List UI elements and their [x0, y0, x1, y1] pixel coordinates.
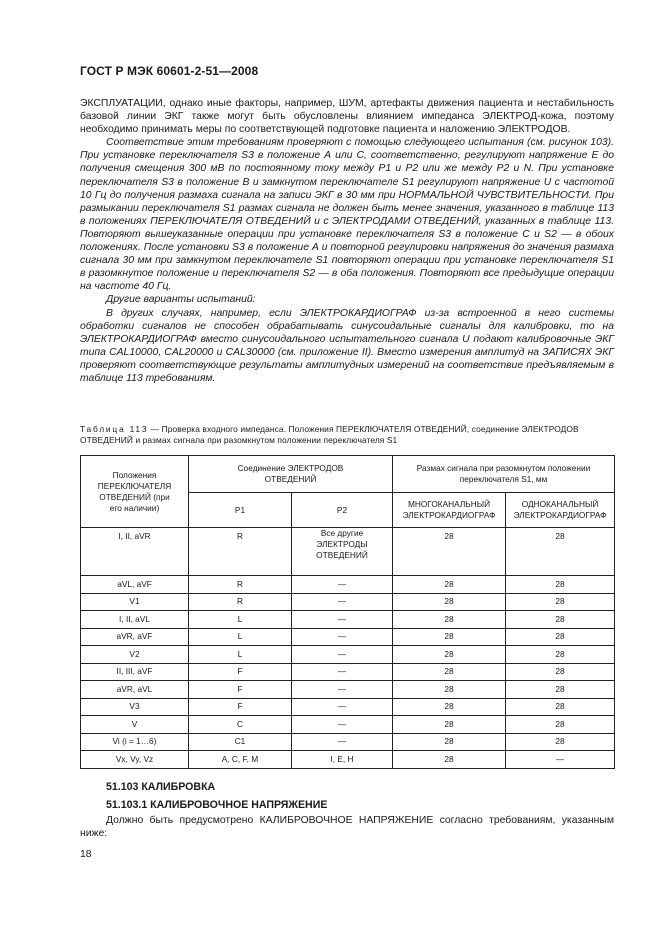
cell-multi: 28: [393, 698, 506, 716]
table-caption-label: Таблица 113: [80, 424, 149, 434]
cell-single: —: [506, 751, 615, 769]
cell-single: 28: [506, 681, 615, 699]
table-row: [81, 733, 615, 751]
cell-multi: 28: [393, 646, 506, 664]
table-row: [81, 611, 615, 629]
cell-p1: F: [189, 698, 292, 716]
cell-switch: aVR, aVF: [81, 628, 189, 646]
cell-switch: V: [81, 716, 189, 734]
cell-p2: —: [292, 611, 393, 629]
cell-p2: —: [292, 646, 393, 664]
cell-p2: Все другие ЭЛЕКТРОДЫ ОТВЕДЕНИЙ: [292, 528, 393, 576]
table-row: [81, 681, 615, 699]
cell-switch: aVR, aVL: [81, 681, 189, 699]
table-row: [81, 576, 615, 594]
cell-single: 28: [506, 528, 615, 576]
cell-p2: —: [292, 716, 393, 734]
table-row: [81, 716, 615, 734]
header-p2: P2: [292, 493, 393, 528]
section-text: Должно быть предусмотрено КАЛИБРОВОЧНОЕ НАПРЯЖЕНИЕ согласно требованиям, указанным ниже:: [80, 815, 614, 840]
cell-p2: —: [292, 698, 393, 716]
cell-multi: 28: [393, 611, 506, 629]
paragraph-continuation: ЭКСПЛУАТАЦИИ, однако иные факторы, например, ШУМ, артефакты движения пациента и нестабильность базовой линии ЭКГ также могут быть обусловлены влиянием импеданса ЭЛЕКТРОД-кожа, поэтому необходимо принимать меры по соответствующей подготовке пациента и наложению ЭЛЕКТРОДОВ.: [80, 98, 614, 136]
paragraph-other-tests: В других случаях, например, если ЭЛЕКТРОКАРДИОГРАФ из-за встроенной в него системы обработки сигналов не способен обрабатывать синусоидальные сигналы для калибровки, то на ЭЛЕКТРОКАРДИОГРАФ вместо синусоидального испытательного сигнала U подают калибровочные ЭКГ типа CAL10000, CAL20000 и CAL30000 (см. приложение II). Вместо измерения амплитуд на ЗАПИСЯХ ЭКГ проверяют соответствующие результаты амплитудных измерений на соответствие предъявляемым в таблице 113 требованиям.: [80, 307, 614, 384]
cell-single: 28: [506, 698, 615, 716]
table-row: [81, 646, 615, 664]
cell-multi: 28: [393, 663, 506, 681]
table-row: [81, 698, 615, 716]
table-row: [81, 528, 615, 576]
cell-single: 28: [506, 611, 615, 629]
cell-single: 28: [506, 593, 615, 611]
cell-multi: 28: [393, 528, 506, 576]
cell-single: 28: [506, 716, 615, 734]
cell-switch: aVL, aVF: [81, 576, 189, 594]
cell-multi: 28: [393, 628, 506, 646]
cell-multi: 28: [393, 751, 506, 769]
cell-p1: L: [189, 628, 292, 646]
document-header: ГОСТ Р МЭК 60601-2-51—2008: [80, 64, 259, 78]
header-signal-amplitude: Размах сигнала при разомкнутом положении переключателя S1, мм: [393, 456, 615, 493]
table-113: [80, 455, 615, 769]
cell-p2: —: [292, 593, 393, 611]
cell-p1: L: [189, 646, 292, 664]
page-number: 18: [80, 849, 92, 860]
cell-switch: II, III, aVF: [81, 663, 189, 681]
cell-p1: C1: [189, 733, 292, 751]
paragraph-other-tests-heading: Другие варианты испытаний:: [106, 294, 256, 306]
cell-switch: Vx, Vy, Vz: [81, 751, 189, 769]
cell-single: 28: [506, 576, 615, 594]
cell-p1: A, C, F, M: [189, 751, 292, 769]
cell-switch: Vi (i = 1…6): [81, 733, 189, 751]
cell-multi: 28: [393, 733, 506, 751]
cell-p2: —: [292, 733, 393, 751]
table-row: [81, 663, 615, 681]
cell-single: 28: [506, 646, 615, 664]
header-electrode-connection: Соединение ЭЛЕКТРОДОВ ОТВЕДЕНИЙ: [189, 456, 393, 493]
cell-p1: F: [189, 681, 292, 699]
cell-multi: 28: [393, 593, 506, 611]
cell-p2: —: [292, 628, 393, 646]
section-heading-calibration: 51.103 КАЛИБРОВКА: [106, 781, 216, 793]
cell-multi: 28: [393, 681, 506, 699]
table-row: [81, 593, 615, 611]
cell-single: 28: [506, 733, 615, 751]
cell-p1: R: [189, 593, 292, 611]
header-singlechannel: ОДНОКАНАЛЬНЫЙ ЭЛЕКТРОКАРДИОГРАФ: [506, 493, 615, 528]
header-switch-positions: Положения ПЕРЕКЛЮЧАТЕЛЯ ОТВЕДЕНИЙ (при его наличии): [81, 456, 189, 528]
cell-p1: R: [189, 576, 292, 594]
cell-p1: F: [189, 663, 292, 681]
cell-p1: R: [189, 528, 292, 576]
header-multichannel: МНОГОКАНАЛЬНЫЙ ЭЛЕКТРОКАРДИОГРАФ: [393, 493, 506, 528]
cell-single: 28: [506, 628, 615, 646]
cell-p1: C: [189, 716, 292, 734]
cell-switch: I, II, aVL: [81, 611, 189, 629]
cell-p2: I, E, H: [292, 751, 393, 769]
table-row: [81, 751, 615, 769]
cell-multi: 28: [393, 716, 506, 734]
paragraph-test-procedure: Соответствие этим требованиям проверяют с помощью следующего испытания (см. рисунок 103). При установке переключателя S3 в положение А или С, соответственно, регулируют напряжение E до получения смещения 300 мВ по постоянному току между P1 и P2 или же между P2 и N. При установке переключателя S3 в положение В и замкнутом переключателе S1 регулируют напряжение U с частотой 10 Гц до получения размаха сигнала на записи ЭКГ в 30 мм при НОРМАЛЬНОЙ ЧУВСТВИТЕЛЬНОСТИ. При размыкании переключателя S1 размах сигнала не должен быть менее значения, указанного в таблице 113 в положениях ПЕРЕКЛЮЧАТЕЛЯ ОТВЕДЕНИЙ и с ЭЛЕКТРОДАМИ ОТВЕДЕНИЙ, указанных в таблице 113. Повторяют вышеуказанные операции при установке переключателя S3 в положение С и S2 — в обоих положениях. После установки S3 в положение А и повторной регулировки напряжения до значения размаха сигнала 30 мм при замкнутом переключателе S1 повторяют операции при установке переключателя S1 в разомкнутое положение и переключателя S2 — в оба положения. Повторяют все предыдущие операции на частоте 40 Гц.: [80, 137, 614, 293]
cell-p2: —: [292, 663, 393, 681]
table-row: [81, 628, 615, 646]
table-caption: [80, 424, 614, 445]
cell-multi: 28: [393, 576, 506, 594]
table-caption-text: — Проверка входного импеданса. Положения ПЕРЕКЛЮЧАТЕЛЯ ОТВЕДЕНИЙ, соединение ЭЛЕКТРОДОВ ОТВЕДЕНИЙ и размах сигнала при разомкнутом положении переключателя S1: [80, 424, 579, 445]
cell-switch: V3: [81, 698, 189, 716]
cell-switch: I, II, aVR: [81, 528, 189, 576]
header-p1: P1: [189, 493, 292, 528]
body-text: [80, 97, 614, 385]
cell-p2: —: [292, 681, 393, 699]
cell-switch: V1: [81, 593, 189, 611]
section-heading-calibration-voltage: 51.103.1 КАЛИБРОВОЧНОЕ НАПРЯЖЕНИЕ: [106, 799, 328, 811]
cell-switch: V2: [81, 646, 189, 664]
cell-single: 28: [506, 663, 615, 681]
cell-p1: L: [189, 611, 292, 629]
cell-p2: —: [292, 576, 393, 594]
